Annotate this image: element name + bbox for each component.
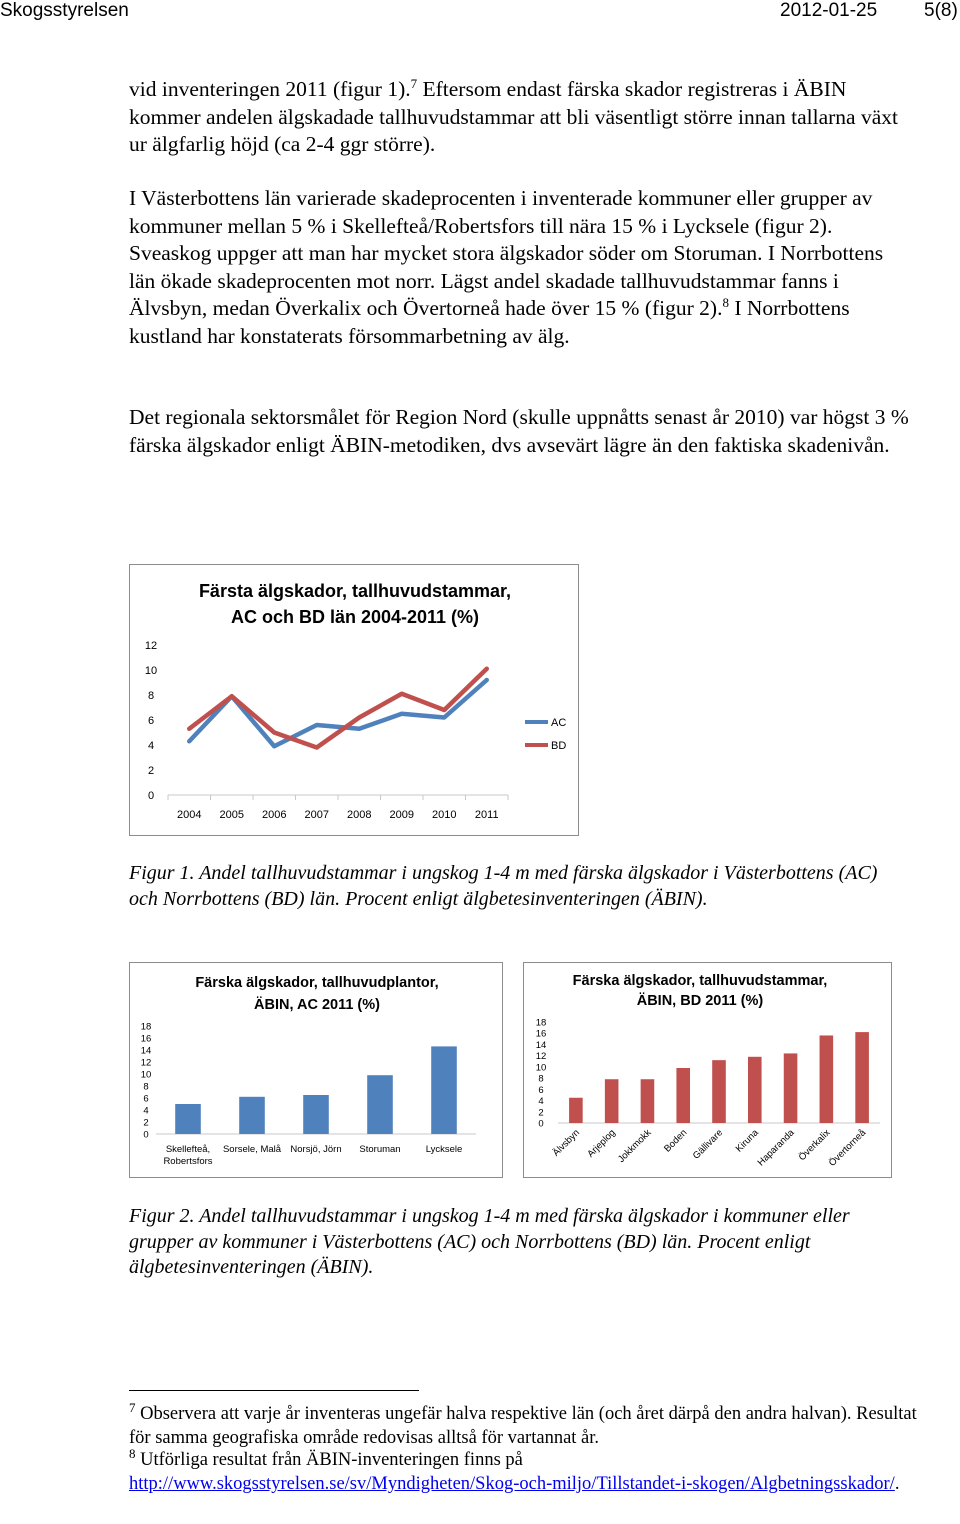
category-label: Kiruna <box>733 1127 761 1155</box>
category-label: Storuman <box>359 1144 401 1155</box>
bar <box>641 1079 655 1123</box>
chart2-title-line2: ÄBIN, AC 2011 (%) <box>254 997 380 1013</box>
x-tick-label: 2005 <box>219 809 244 821</box>
chart3-title-line2: ÄBIN, BD 2011 (%) <box>636 993 764 1009</box>
footnote-ref-8[interactable]: 8 <box>722 295 729 311</box>
category-label: Övertorneå <box>826 1127 869 1169</box>
y-tick-label: 4 <box>538 1096 544 1108</box>
y-tick-label: 10 <box>144 665 158 677</box>
legend-label-bd: BD <box>551 740 567 752</box>
bar-chart-bd-svg <box>524 963 891 1177</box>
line-chart-svg <box>130 565 578 835</box>
data-point-bd <box>188 727 191 730</box>
y-tick-label: 2 <box>538 1107 544 1119</box>
y-tick-label: 18 <box>140 1021 152 1033</box>
data-point-bd <box>315 746 318 749</box>
bar <box>855 1032 869 1123</box>
y-tick-label: 12 <box>535 1051 547 1063</box>
data-point-ac <box>400 712 403 715</box>
data-point-bd <box>230 695 233 698</box>
bar <box>784 1053 798 1123</box>
data-point-ac <box>443 716 446 719</box>
header-page: 5(8) <box>924 0 958 21</box>
y-tick-label: 12 <box>144 640 158 652</box>
data-point-ac <box>485 679 488 682</box>
bar <box>605 1079 619 1123</box>
header-org: Skogsstyrelsen <box>0 0 129 21</box>
data-point-bd <box>400 692 403 695</box>
y-tick-label: 6 <box>147 715 155 727</box>
legend-label-ac: AC <box>551 717 567 729</box>
category-label: Robertsfors <box>163 1156 213 1167</box>
category-label: Sorsele, Malå <box>222 1144 282 1155</box>
paragraph-2: I Västerbottens län varierade skadeprocenten i inventerade kommuner eller grupper av kommuner mellan 5 % i Skellefteå/Robertsfors till nära 15 % i Lycksele (figur 2). Sveaskog uppger att man har mycket stora älgskador söder om Storuman. I Norrbottens län ökade skadeprocenten mot norr. Lägst andel skadade tallhuvudstammar fanns i Älvsbyn, medan Överkalix och Övertorneå hade över 15 % (figur 2).$^8$ I Norrbottens kustland har konstaterats försommarbetning av älg. <box>129 186 884 348</box>
bar <box>367 1075 393 1134</box>
paragraph-3: Det regionala sektorsmålet för Region Nord (skulle uppnåtts senast år 2010) var högst 3 % färska älgskador enligt ÄBIN-metodiken, dvs avsevärt lägre än den faktiska skadenivån. <box>129 405 909 457</box>
x-tick-label: 2006 <box>262 809 287 821</box>
x-tick-label: 2011 <box>474 809 499 821</box>
footnote-7: $^7$ Observera att varje år inventeras ungefär halva respektive län (och året därpå den andra halvan). Resultat för samma geografiska område redovisas alltså för vartannat år. <box>129 1399 917 1448</box>
category-label: Arjeplog <box>585 1127 618 1160</box>
y-tick-label: 2 <box>147 765 155 777</box>
bar <box>712 1060 726 1123</box>
x-tick-label: 2010 <box>432 809 457 821</box>
y-tick-label: 18 <box>535 1017 547 1029</box>
data-point-bd <box>273 731 276 734</box>
y-tick-label: 2 <box>143 1117 149 1129</box>
footnote-ref-7[interactable]: 7 <box>410 75 418 91</box>
series-line-ac <box>189 680 487 746</box>
chart1-title-line1: Färsta älgskador, tallhuvudstammar, <box>198 581 512 601</box>
category-label: Boden <box>662 1127 690 1155</box>
footnote-8: $^8$ Utförliga resultat från ÄBIN-inventeringen finns på http://www.skogsstyrelsen.se/sv/Myndigheten/Skog-och-miljo/Tillstandet-i-skogen/Algbetningsskador/. <box>129 1445 900 1494</box>
y-tick-label: 12 <box>140 1057 152 1069</box>
y-tick-label: 14 <box>535 1039 547 1051</box>
y-tick-label: 4 <box>143 1105 149 1117</box>
bar <box>820 1035 834 1123</box>
category-label: Skellefteå, <box>165 1144 211 1155</box>
paragraph-1: vid inventeringen 2011 (figur 1).$^7$ Eftersom endast färska skador registreras i ÄBIN kommer andelen älgskadade tallhuvudstammar att bli väsentligt större innan tallarna växt ur älgfarlig höjd (ca 2-4 ggr större). <box>129 75 898 157</box>
x-tick-label: 2007 <box>304 809 329 821</box>
figure-1-chart <box>129 564 579 836</box>
series-line-bd <box>189 669 487 748</box>
chart2-title-line1: Färska älgskador, tallhuvudplantor, <box>195 975 439 991</box>
y-tick-label: 0 <box>538 1118 544 1130</box>
y-tick-label: 16 <box>535 1028 547 1040</box>
bar <box>748 1057 762 1123</box>
data-point-bd <box>485 667 488 670</box>
chart3-title-line1: Färska älgskador, tallhuvudstammar, <box>572 973 828 989</box>
data-point-bd <box>443 709 446 712</box>
y-tick-label: 14 <box>140 1045 152 1057</box>
figure-1-caption: Figur 1. Andel tallhuvudstammar i ungskog 1-4 m med färska älgskador i Västerbottens (AC) och Norrbottens (BD) län. Procent enligt älgbetesinventeringen (ÄBIN). <box>129 862 878 910</box>
bar <box>569 1098 583 1123</box>
y-tick-label: 10 <box>535 1062 547 1074</box>
chart1-title-line2: AC och BD län 2004-2011 (%) <box>230 607 480 627</box>
category-label: Gällivare <box>690 1127 726 1162</box>
category-label: Överkalix <box>796 1127 833 1164</box>
y-tick-label: 8 <box>147 690 155 702</box>
x-tick-label: 2009 <box>389 809 414 821</box>
figure-2-bd-chart <box>523 962 892 1178</box>
bar <box>239 1097 265 1134</box>
category-label: Haparanda <box>755 1127 797 1169</box>
y-tick-label: 0 <box>143 1129 149 1141</box>
y-tick-label: 6 <box>538 1084 544 1096</box>
y-tick-label: 8 <box>143 1081 149 1093</box>
bar <box>303 1095 329 1134</box>
bar <box>676 1068 690 1123</box>
bar <box>431 1046 457 1134</box>
category-label: Älvsbyn <box>550 1127 583 1159</box>
footnote-8-link[interactable]: http://www.skogsstyrelsen.se/sv/Myndigheten/Skog-och-miljo/Tillstandet-i-skogen/Algbetningsskador/ <box>129 1474 895 1494</box>
y-tick-label: 0 <box>147 790 155 802</box>
footnote-separator <box>129 1390 419 1391</box>
data-point-bd <box>358 716 361 719</box>
data-point-ac <box>358 727 361 730</box>
category-label: Norsjö, Jörn <box>290 1144 342 1155</box>
figure-2-ac-chart <box>129 962 503 1178</box>
category-label: Jokkmokk <box>615 1127 654 1165</box>
header-date: 2012-01-25 <box>780 0 878 21</box>
data-point-ac <box>315 724 318 727</box>
figure-2-caption: Figur 2. Andel tallhuvudstammar i ungskog 1-4 m med färska älgskador i kommuner eller grupper av kommuner i Västerbottens (AC) och Norrbottens (BD) län. Procent enligt älgbetesinventeringen (ÄBIN). <box>129 1205 850 1278</box>
category-label: Lycksele <box>425 1144 463 1155</box>
y-tick-label: 6 <box>143 1093 149 1105</box>
y-tick-label: 16 <box>140 1033 152 1045</box>
x-tick-label: 2004 <box>177 809 202 821</box>
y-tick-label: 10 <box>140 1069 152 1081</box>
y-tick-label: 4 <box>147 740 155 752</box>
bar <box>175 1104 201 1134</box>
bar-chart-ac-svg <box>130 963 502 1177</box>
x-tick-label: 2008 <box>347 809 372 821</box>
data-point-ac <box>188 740 191 743</box>
y-tick-label: 8 <box>538 1073 544 1085</box>
data-point-ac <box>273 745 276 748</box>
